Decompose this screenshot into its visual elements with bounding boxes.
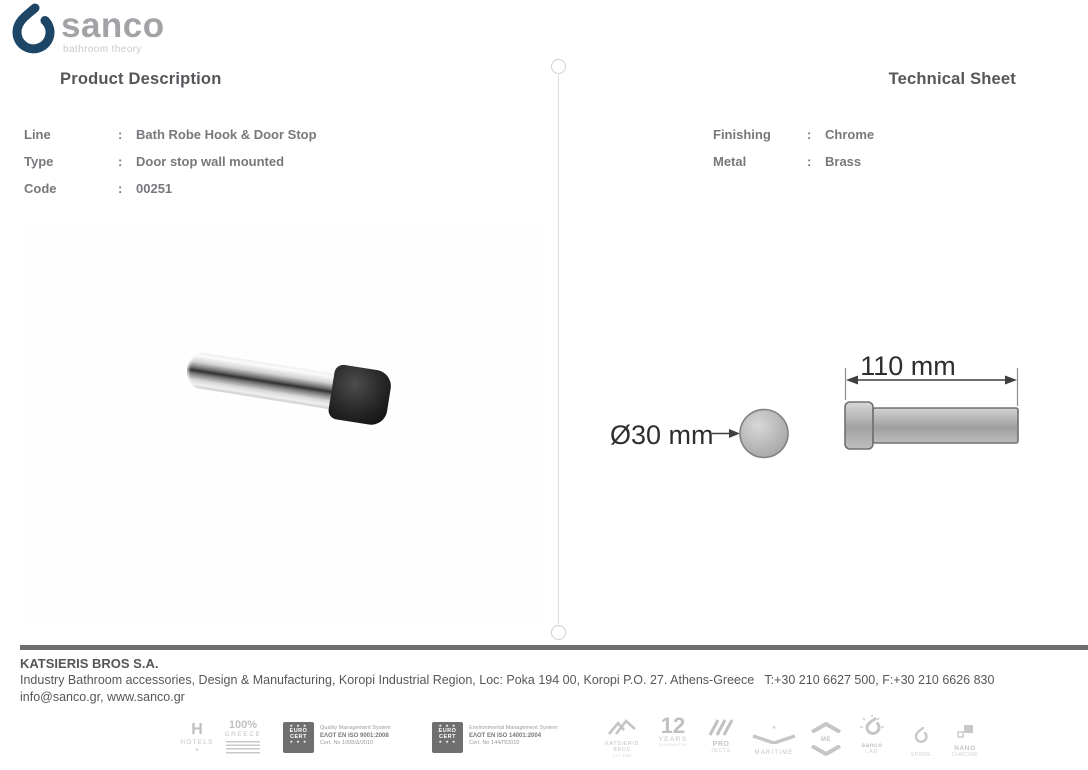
maritime-badge: [747, 726, 801, 756]
home-me-label: ME: [821, 737, 831, 743]
front-view-circle: [740, 410, 788, 458]
water-drop-icon: [911, 726, 931, 746]
nano-cubes-icon: [955, 724, 975, 740]
hotels-label: HOTELS: [180, 739, 214, 746]
iso-9001-text: [320, 725, 430, 748]
product-description-fields: [24, 121, 504, 202]
projects-badge: [701, 718, 741, 754]
eurocert-quality-seal: [283, 722, 314, 753]
footer-address: Industry Bathroom accessories, Design & Manufacturing, Koropi Industrial Region, Loc: Poka 194 00, Koropi P.O. 27. Athens-Greece T:+30 210 6627 500, F:+30 210 6626 830: [20, 673, 995, 687]
lab-sanco-label: sanco: [861, 742, 883, 749]
made-in-greece-badge: [218, 720, 268, 754]
iso-9001-system: Quality Management System: [320, 725, 391, 731]
brand-logo: [6, 2, 165, 56]
product-photo: [22, 222, 545, 621]
certification-badge-strip: [0, 712, 1088, 766]
field-metal-label: Metal: [713, 154, 747, 169]
field-code-label: Code: [24, 181, 57, 196]
katsieris-bros-badge: [597, 718, 647, 758]
eurocert-stars-bottom: ★ ★ ★: [289, 739, 308, 744]
footer-separator-bar: [20, 645, 1088, 650]
field-metal-separator: :: [807, 154, 812, 169]
eurocert-name-top: EURO: [289, 728, 308, 734]
brand-wordmark: [61, 8, 165, 55]
hotels-icon: H: [191, 721, 203, 738]
eurocert-name-bottom: CERT: [290, 734, 307, 740]
iso-9001-cert-no: Cert. No 1008/Δ/2010: [320, 740, 374, 746]
years-label: YEARS: [658, 736, 688, 743]
spore-label: SPORE: [910, 752, 932, 758]
brand-name: sanco: [61, 6, 165, 45]
katsieris-est-label: EST. 1980: [612, 753, 632, 758]
field-code-value: 00251: [136, 181, 173, 196]
maritime-star-icon: ★: [771, 725, 777, 731]
chrome-label: CHROME: [951, 752, 979, 758]
eurocert2-name-bottom: CERT: [439, 734, 456, 740]
divider-top-circle: [551, 59, 566, 74]
iso-9001-standard: EΛOT EN ISO 9001:2008: [320, 732, 389, 739]
greek-flag-stripes-icon: [226, 741, 260, 754]
footer-company-name: KATSIERIS BROS S.A.: [20, 656, 159, 671]
katsieris-label: KATSIERIS: [605, 741, 639, 747]
side-view-cap: [845, 402, 873, 449]
spore-badge: [903, 726, 939, 758]
greece-100-label: 100%: [228, 719, 258, 731]
field-type-separator: :: [118, 154, 123, 169]
eurocert2-stars-top: ★ ★ ★: [438, 723, 457, 728]
rubber-cap: [327, 364, 393, 427]
field-line-separator: :: [118, 127, 123, 142]
field-type-value: Door stop wall mounted: [136, 154, 285, 169]
field-finishing-value: Chrome: [825, 127, 875, 142]
length-label: 110 mm: [860, 351, 956, 381]
field-metal: [713, 148, 1073, 175]
years-sub-label: GUARANTEE: [658, 743, 688, 747]
katsieris-bros-label: BROS: [613, 747, 631, 753]
field-finishing-separator: :: [807, 127, 812, 142]
12-years-badge: [652, 713, 694, 747]
roof-rafters-icon: [607, 718, 637, 735]
page-title-technical-sheet: Technical Sheet: [888, 70, 1016, 88]
vertical-divider: [558, 73, 559, 624]
home-badge: [806, 720, 846, 761]
technical-drawing: [600, 345, 1040, 475]
footer-contacts: info@sanco.gr, www.sanco.gr: [20, 690, 185, 704]
field-type-label: Type: [24, 154, 54, 169]
slashes-icon: [708, 718, 734, 736]
dimension-arrow-left: [846, 376, 858, 385]
field-code-separator: :: [118, 181, 123, 196]
side-view-body: [873, 408, 1018, 443]
field-line: [24, 121, 504, 148]
eurocert2-name-top: EURO: [438, 728, 457, 734]
greece-label: GREECE: [224, 731, 262, 738]
sanco-drop-icon: [6, 2, 58, 56]
iso-14001-text: [469, 725, 589, 748]
iso-14001-standard: EΛOT EN ISO 14001:2004: [469, 732, 542, 739]
projects-pro-label: PRO: [712, 741, 730, 748]
field-code: [24, 175, 504, 202]
iso-14001-system: Environmental Management System: [469, 725, 558, 731]
field-finishing-label: Finishing: [713, 127, 771, 142]
sanco-lab-badge: [850, 714, 894, 755]
nano-label: NANO: [954, 745, 976, 752]
chevron-up-icon: [809, 722, 843, 733]
maritime-label: MARITIME: [754, 750, 794, 756]
field-line-value: Bath Robe Hook & Door Stop: [136, 127, 317, 142]
projects-jects-label: JECTS: [711, 748, 731, 754]
field-metal-value: Brass: [825, 154, 862, 169]
diameter-arrowhead: [729, 429, 740, 438]
door-stop-photo-art: [182, 338, 401, 432]
dimension-arrow-right: [1005, 376, 1017, 385]
maritime-chevron-icon: [751, 734, 797, 744]
field-type: [24, 148, 504, 175]
eurocert-environment-seal: [432, 722, 463, 753]
field-finishing: [713, 121, 1073, 148]
years-number: 12: [660, 713, 686, 738]
lab-label: LAB: [865, 749, 879, 755]
divider-bottom-circle: [551, 625, 566, 640]
eurocert2-stars-bottom: ★ ★ ★: [438, 739, 457, 744]
chevron-down-icon: [809, 745, 843, 756]
field-line-label: Line: [24, 127, 51, 142]
diameter-label: Ø30 mm: [610, 420, 714, 450]
technical-sheet-fields: [713, 121, 1073, 175]
brand-tagline: bathroom theory: [63, 44, 142, 55]
chrome-rod: [184, 351, 342, 411]
lightbulb-icon: [856, 714, 888, 738]
hotels-badge: [174, 722, 220, 753]
eurocert-stars-top: ★ ★ ★: [289, 723, 308, 728]
iso-14001-cert-no: Cert. No 144/Π/2010: [469, 740, 520, 746]
hotels-star-icon: ★: [194, 747, 200, 752]
page-title-product-description: Product Description: [60, 70, 222, 88]
nano-chrome-badge: [941, 724, 989, 758]
